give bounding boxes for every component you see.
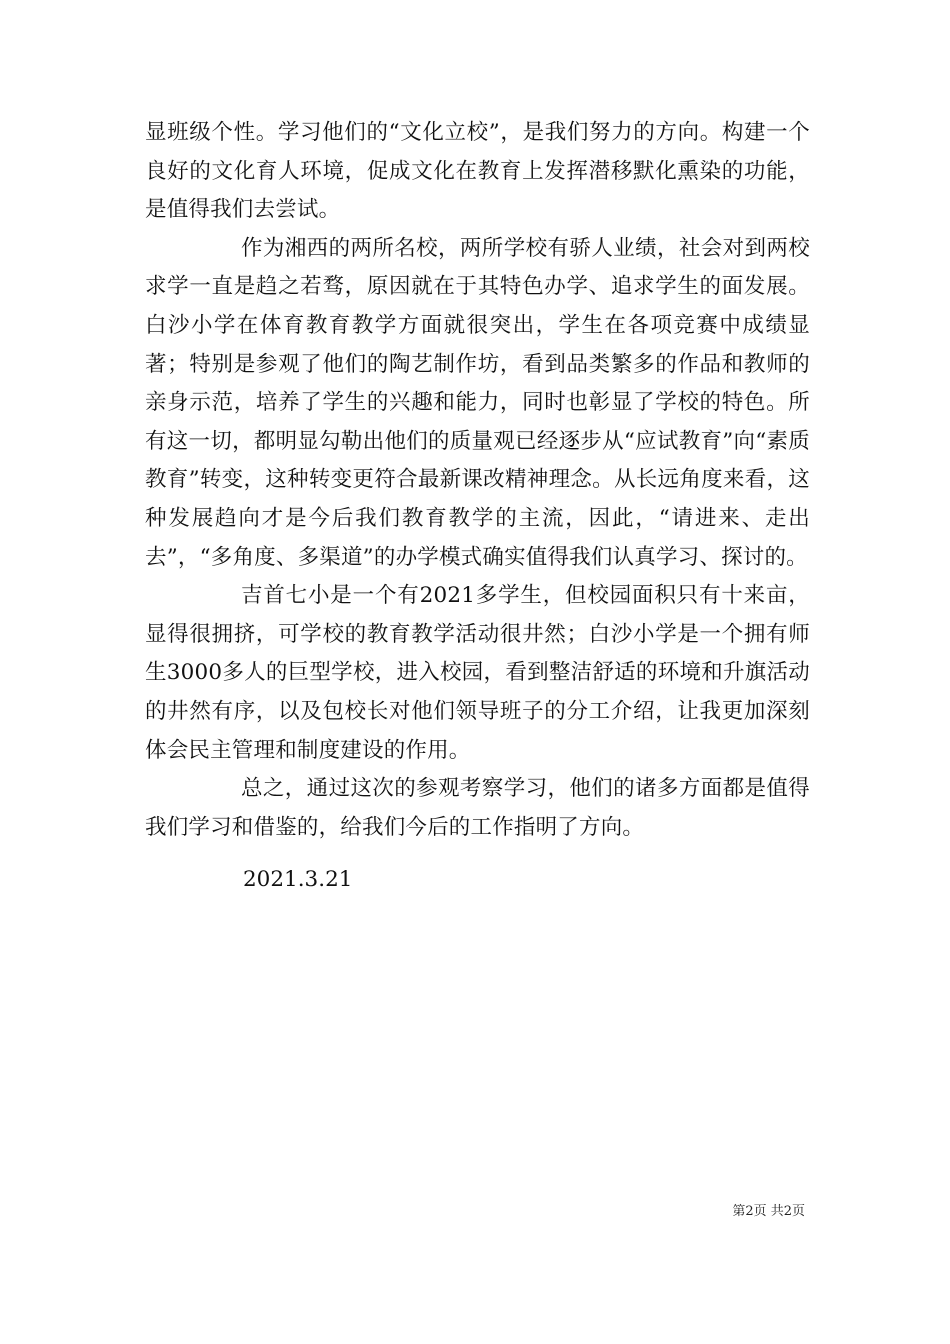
page-number-footer: 第2页 共2页 xyxy=(732,1204,805,1219)
paragraph-continuation: 显班级个性。学习他们的“文化立校”，是我们努力的方向。构建一个良好的文化育人环境，促成文化在教育上发挥潜移默化熏染的功能，是值得我们去尝试。 xyxy=(145,120,810,223)
document-body xyxy=(145,114,810,847)
paragraph-conclusion: 总之，通过这次的参观考察学习，他们的诸多方面都是值得我们学习和借鉴的，给我们今后的工作指明了方向。 xyxy=(145,776,810,840)
paragraph-school-management: 吉首七小是一个有2021多学生，但校园面积只有十来亩，显得很拥挤，可学校的教育教学活动很井然；白沙小学是一个拥有师生3000多人的巨型学校，进入校园，看到整洁舒适的环境和升旗活动的井然有序，以及包校长对他们领导班子的分工介绍，让我更加深刻体会民主管理和制度建设的作用。 xyxy=(145,583,810,763)
document-date: 2021.3.21 xyxy=(243,867,353,892)
paragraph-school-features: 作为湘西的两所名校，两所学校有骄人业绩，社会对到两校求学一直是趋之若骛，原因就在于其特色办学、追求学生的面发展。白沙小学在体育教育教学方面就很突出，学生在各项竞赛中成绩显著；特别是参观了他们的陶艺制作坊，看到品类繁多的作品和教师的亲身示范，培养了学生的兴趣和能力，同时也彰显了学校的特色。所有这一切，都明显勾勒出他们的质量观已经逐步从“应试教育”向“素质教育”转变，这种转变更符合最新课改精神理念。从长远角度来看，这种发展趋向才是今后我们教育教学的主流，因此，“请进来、走出去”，“多角度、多渠道”的办学模式确实值得我们认真学习、探讨的。 xyxy=(145,235,810,570)
